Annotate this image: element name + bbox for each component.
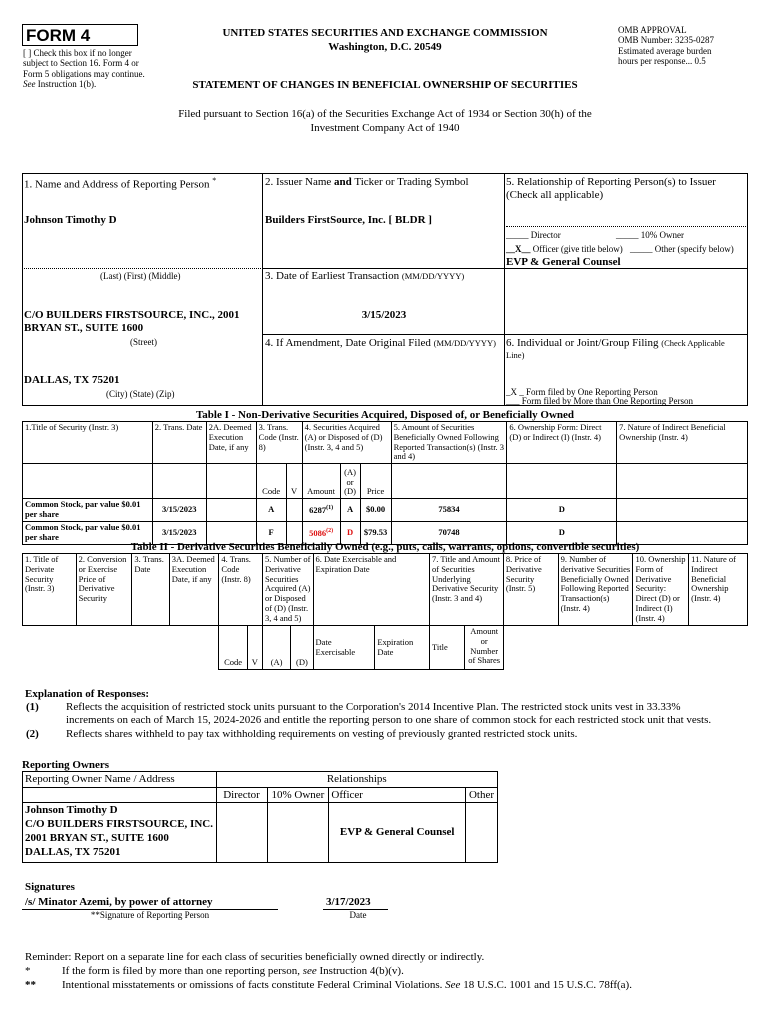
star-note-b: Instruction 4(b)(v).	[319, 965, 404, 977]
box6-label-small: (Check Applicable	[661, 338, 725, 348]
t2-header-title: 1. Title of Derivate Security (Instr. 3)	[23, 554, 77, 626]
agency-line-2: Washington, D.C. 20549	[328, 41, 442, 53]
double-star-mark: **	[25, 979, 36, 991]
t2-header-number: 5. Number of Derivative Securities Acquired (A) or Disposed of (D) (Instr. 3, 4 and 5)	[262, 554, 313, 626]
owners-col-officer: Officer	[329, 787, 466, 803]
t2-header-exercisable: 6. Date Exercisable and Expiration Date	[313, 554, 429, 626]
t2-sub-v: V	[247, 626, 262, 670]
reminder-text: Reminder: Report on a separate line for each class of securities beneficially owned directly or indirectly.	[25, 951, 485, 963]
double-star-note-b: 18 U.S.C. 1001 and 15 U.S.C. 78ff(a).	[463, 979, 632, 991]
double-star-note-a: Intentional misstatements or omissions of facts constitute Federal Criminal Violations.	[62, 979, 443, 991]
t1-header-title: 1.Title of Security (Instr. 3)	[23, 422, 153, 464]
checkbox-note	[23, 48, 151, 89]
t1-header-nature: 7. Nature of Indirect Beneficial Ownership (Instr. 4)	[617, 422, 748, 464]
t2-header-price: 8. Price of Derivative Security (Instr. 5)	[503, 554, 558, 626]
box1-star: *	[212, 176, 217, 185]
reporting-person-name: Johnson Timothy D	[24, 214, 117, 226]
t2-sub-exp: Expiration Date	[375, 626, 430, 670]
form-title-box	[22, 24, 138, 46]
director-option: _____ Director	[506, 230, 561, 240]
box1-label-text: 1. Name and Address of Reporting Person	[24, 178, 210, 191]
t2-header-underlying: 7. Title and Amount of Securities Underlying Derivative Security (Instr. 3 and 4)	[429, 554, 503, 626]
t1-row1-amount	[302, 499, 340, 522]
omb-line-2: OMB Number: 3235-0287	[618, 35, 714, 46]
t1-row1-amount-note[interactable]: (1)	[326, 504, 334, 511]
t1-sub-code: Code	[256, 464, 286, 499]
omb-line-4: hours per response... 0.5	[618, 56, 706, 67]
t2-sub-d: (D)	[291, 626, 313, 670]
box1-label	[24, 176, 216, 192]
box3-label	[265, 270, 464, 283]
signatures-heading: Signatures	[25, 881, 75, 893]
owners-table	[22, 771, 498, 863]
explanation-2-text-1: Reflects shares withheld to pay tax withholding requirements on vesting of previously granted restricted stock units.	[66, 728, 578, 740]
box2-label-a: 2. Issuer Name	[265, 176, 332, 188]
t1-row2-price: $79.53	[360, 522, 391, 545]
t2-header-conversion: 2. Conversion or Exercise Price of Derivative Security	[76, 554, 132, 626]
explanation-2-num: (2)	[26, 728, 39, 740]
t1-header-owned: 5. Amount of Securities Beneficially Owned Following Reported Transaction(s) (Instr. 3 and 4)	[391, 422, 507, 464]
t1-row1-code: A	[256, 499, 286, 522]
box4-label-small: (MM/DD/YYYY)	[433, 338, 496, 348]
t1-row1-form: D	[507, 499, 617, 522]
owners-col-director: Director	[216, 787, 267, 803]
t1-sub-amount: Amount	[302, 464, 340, 499]
owner-name-1: Johnson Timothy D	[25, 804, 118, 817]
table2-title: Table II - Derivative Securities Beneficially Owned (e.g., puts, calls, warrants, options, convertible securities)	[130, 541, 640, 553]
checkbox-note-text: [ ] Check this box if no longer subject to Section 16. Form 4 or Form 5 obligations may continue.	[23, 48, 145, 79]
date-label: Date	[349, 910, 367, 920]
t1-row1-owned: 75834	[391, 499, 507, 522]
box5-label-1: 5. Relationship of Reporting Person(s) to Issuer	[506, 176, 716, 188]
table1-title: Table I - Non-Derivative Securities Acquired, Disposed of, or Beneficially Owned	[195, 409, 575, 421]
t2-header-owned: 9. Number of derivative Securities Beneficially Owned Following Reported Transaction(s) (Instr. 4)	[558, 554, 633, 626]
other-option: _____ Other (specify below)	[630, 244, 734, 254]
owners-col-ten: 10% Owner	[267, 787, 329, 803]
city-label: (City) (State) (Zip)	[106, 389, 175, 399]
name-parts-label: (Last) (First) (Middle)	[100, 271, 181, 281]
t1-row1-aord: A	[340, 499, 360, 522]
explanation-1-text-1: Reflects the acquisition of restricted stock units pursuant to the Corporation's 2014 Incentive Plan. The restricted stock units vest in 33.33%	[66, 701, 681, 713]
table-row	[23, 499, 748, 522]
table2	[22, 553, 748, 670]
t1-header-deemed: 2A. Deemed Execution Date, if any	[206, 422, 256, 464]
box6-label	[506, 337, 746, 360]
table-row	[23, 803, 498, 863]
checkbox-note-instr: Instruction 1(b).	[37, 79, 97, 90]
form-title: FORM 4	[26, 26, 91, 45]
t2-header-deemed: 3A. Deemed Execution Date, if any	[169, 554, 219, 626]
box5-label-2: (Check all applicable)	[506, 189, 604, 201]
t1-sub-price: Price	[360, 464, 391, 499]
box4-label-text: 4. If Amendment, Date Original Filed	[265, 337, 431, 349]
t2-header-form: 10. Ownership Form of Derivative Security: Direct (D) or Indirect (I) (Instr. 4)	[633, 554, 689, 626]
box3-label-text: 3. Date of Earliest Transaction	[265, 270, 400, 282]
street-value-2: BRYAN ST., SUITE 1600	[24, 322, 144, 334]
t1-row1-date: 3/15/2023	[152, 499, 206, 522]
t2-header-code: 4. Trans. Code (Instr. 8)	[219, 554, 263, 626]
filing-option-1: _X _ Form filed by One Reporting Person	[506, 387, 658, 397]
t1-row2-title: Common Stock, par value $0.01 per share	[23, 522, 153, 545]
t1-row1-nature	[617, 499, 748, 522]
t1-row1-amount-value: 6287	[309, 504, 327, 515]
owners-col-name: Reporting Owner Name / Address	[23, 772, 217, 788]
agency-line-1: UNITED STATES SECURITIES AND EXCHANGE COMMISSION	[222, 27, 548, 39]
t1-row2-aord: D	[340, 522, 360, 545]
table1	[22, 421, 748, 545]
owner-name-4: DALLAS, TX 75201	[25, 845, 121, 858]
explanation-1-text-2: increments on each of March 15, 2024-2026 and entitle the reporting person to one share of common stock for each restricted stock unit that vests.	[66, 714, 712, 726]
t1-row2-date: 3/15/2023	[152, 522, 206, 545]
checkbox-note-see: See	[23, 79, 36, 90]
owner-officer-value: EVP & General Counsel	[329, 803, 466, 863]
officer-check: __X__	[506, 244, 531, 254]
city-value: DALLAS, TX 75201	[24, 374, 120, 386]
t1-row2-amount-note[interactable]: (2)	[326, 527, 334, 534]
t1-sub-aord: (A) or (D)	[340, 464, 360, 499]
t1-header-date: 2. Trans. Date	[152, 422, 206, 464]
signature-value: /s/ Minator Azemi, by power of attorney	[25, 896, 213, 908]
t1-row1-title: Common Stock, par value $0.01 per share	[23, 499, 153, 522]
t1-row2-owned: 70748	[391, 522, 507, 545]
t1-row1-deemed	[206, 499, 256, 522]
star-note-see: see	[302, 965, 317, 977]
t1-row1-price: $0.00	[360, 499, 391, 522]
filing-option-2: ___ Form filed by More than One Reporting Person	[506, 396, 693, 406]
t1-row2-code: F	[256, 522, 286, 545]
box2-label-b: Ticker or Trading Symbol	[354, 176, 469, 188]
t2-sub-amount: Amount or Number of Shares	[465, 626, 503, 670]
t1-header-securities: 4. Securities Acquired (A) or Disposed of (D) (Instr. 3, 4 and 5)	[302, 422, 391, 464]
box6-label-text: 6. Individual or Joint/Group Filing	[506, 337, 659, 349]
box6-label-small-2: Line)	[506, 350, 525, 361]
omb-approval	[618, 25, 758, 66]
officer-option-label: Officer (give title below)	[532, 244, 623, 254]
t1-row1-v	[286, 499, 302, 522]
t2-sub-date-ex: Date Exercisable	[313, 626, 375, 670]
owner-name-3: 2001 BRYAN ST., SUITE 1600	[25, 831, 169, 844]
double-star-note-see: See	[445, 979, 461, 991]
owners-heading: Reporting Owners	[22, 759, 110, 771]
star-note-a: If the form is filed by more than one reporting person,	[62, 965, 300, 977]
t1-header-form: 6. Ownership Form: Direct (D) or Indirect (I) (Instr. 4)	[507, 422, 617, 464]
star-mark: *	[25, 965, 31, 977]
t2-header-nature: 11. Nature of Indirect Beneficial Ownership (Instr. 4)	[689, 554, 748, 626]
t1-row2-amount-value: 5086	[309, 527, 327, 538]
street-label: (Street)	[130, 337, 157, 347]
double-star-note	[62, 979, 632, 992]
street-value-1: C/O BUILDERS FIRSTSOURCE, INC., 2001	[24, 309, 240, 321]
ten-pct-option: _____ 10% Owner	[616, 230, 684, 240]
t2-sub-a: (A)	[262, 626, 290, 670]
omb-line-1: OMB APPROVAL	[618, 25, 687, 35]
filed-pursuant-2: Investment Company Act of 1940	[310, 122, 460, 134]
box2-label-and: and	[334, 176, 352, 188]
star-note	[62, 965, 404, 978]
box2-label	[265, 176, 469, 189]
officer-title: EVP & General Counsel	[506, 256, 621, 268]
owners-col-other: Other	[465, 787, 497, 803]
signature-date: 3/17/2023	[326, 896, 371, 908]
filed-pursuant-1: Filed pursuant to Section 16(a) of the Securities Exchange Act of 1934 or Section 30(h) of the	[178, 108, 592, 120]
earliest-transaction-date: 3/15/2023	[361, 309, 407, 321]
omb-line-3: Estimated average burden	[618, 45, 712, 56]
t2-sub-title: Title	[429, 626, 464, 670]
owner-name-address	[23, 803, 217, 863]
t2-sub-code: Code	[219, 626, 247, 670]
t1-header-code: 3. Trans. Code (Instr. 8)	[256, 422, 302, 464]
statement-title: STATEMENT OF CHANGES IN BENEFICIAL OWNERSHIP OF SECURITIES	[192, 79, 578, 91]
owners-col-rel: Relationships	[216, 772, 497, 788]
explanation-1-num: (1)	[26, 701, 39, 713]
issuer-name: Builders FirstSource, Inc. [ BLDR ]	[265, 214, 432, 226]
box3-label-small: (MM/DD/YYYY)	[401, 271, 465, 281]
box4-label	[265, 337, 496, 350]
t1-sub-v: V	[286, 464, 302, 499]
owner-name-2: C/O BUILDERS FIRSTSOURCE, INC.	[25, 818, 213, 831]
box5-blank-area	[506, 203, 746, 227]
t2-header-date: 3. Trans. Date	[132, 554, 169, 626]
explanation-heading: Explanation of Responses:	[25, 688, 150, 700]
signature-label: **Signature of Reporting Person	[90, 910, 210, 920]
officer-option	[506, 244, 623, 254]
t1-row2-form: D	[507, 522, 617, 545]
